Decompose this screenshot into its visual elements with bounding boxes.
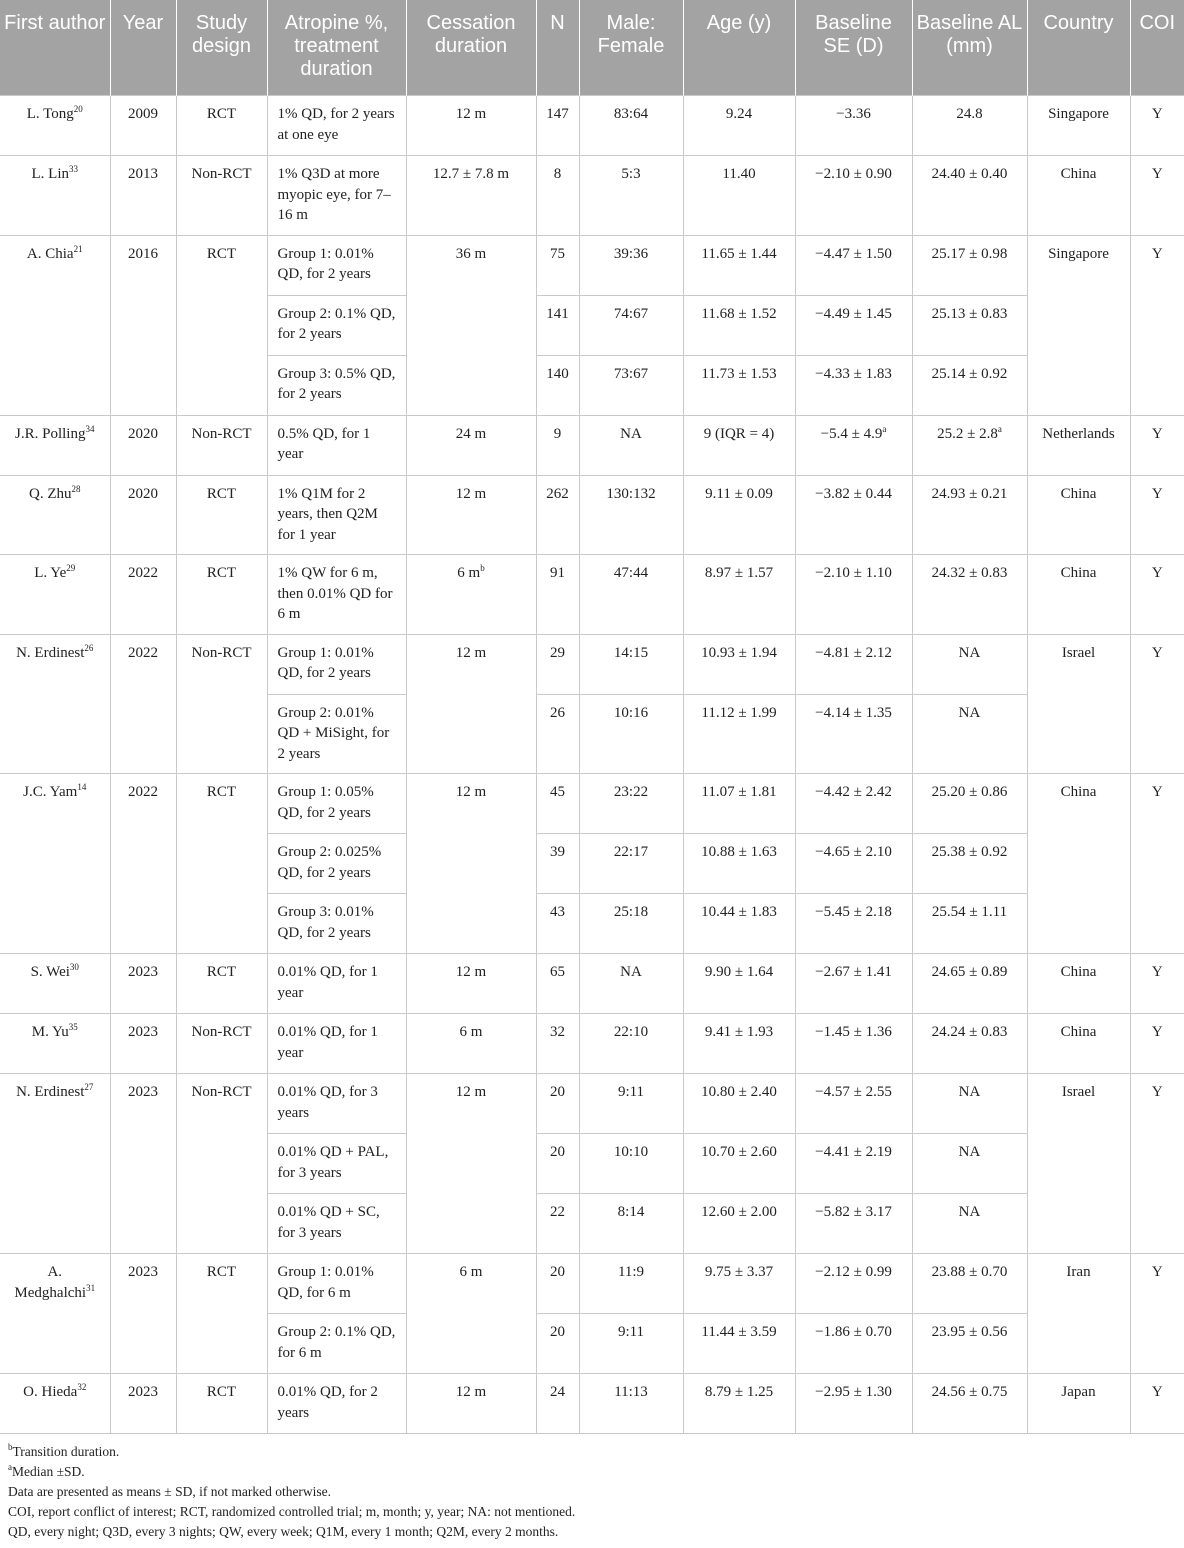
n-cell: 20	[536, 1314, 579, 1374]
cessation-cell: 6 m	[406, 1254, 536, 1374]
table-row	[0, 1374, 1184, 1434]
baseline-al-cell: 25.14 ± 0.92	[912, 355, 1027, 415]
male-female-cell: 23:22	[579, 774, 683, 834]
study-design-cell: RCT	[176, 1374, 267, 1434]
table-footnotes	[0, 1434, 1145, 1542]
age-cell: 10.44 ± 1.83	[683, 894, 795, 954]
baseline-se-cell: −4.49 ± 1.45	[795, 295, 912, 355]
male-female-cell: 10:16	[579, 694, 683, 774]
treatment-cell: Group 1: 0.01% QD, for 2 years	[267, 235, 406, 295]
baseline-al-cell: 25.20 ± 0.86	[912, 774, 1027, 834]
country-cell: Japan	[1027, 1374, 1130, 1434]
baseline-se-cell: −4.47 ± 1.50	[795, 235, 912, 295]
table-row	[0, 1254, 1184, 1314]
first-author-cell: S. Wei$^{30}$	[0, 954, 110, 1014]
male-female-cell: 22:17	[579, 834, 683, 894]
cessation-footnote-mark: b	[480, 563, 485, 573]
baseline-al-cell: 23.95 ± 0.56	[912, 1314, 1027, 1374]
coi-cell: Y	[1130, 774, 1184, 954]
table-row	[0, 96, 1184, 156]
country-cell: China	[1027, 555, 1130, 635]
year-cell: 2009	[110, 96, 176, 156]
year-cell: 2020	[110, 415, 176, 475]
age-cell: 12.60 ± 2.00	[683, 1194, 795, 1254]
n-cell: 24	[536, 1374, 579, 1434]
treatment-cell: 1% QW for 6 m, then 0.01% QD for 6 m	[267, 555, 406, 635]
study-design-cell: RCT	[176, 555, 267, 635]
first-author-cell: M. Yu$^{35}$	[0, 1014, 110, 1074]
study-design-cell: RCT	[176, 475, 267, 555]
coi-cell: Y	[1130, 415, 1184, 475]
age-cell: 8.97 ± 1.57	[683, 555, 795, 635]
header-atropine-treatment: Atropine %, treatment duration	[267, 0, 406, 96]
study-design-cell: RCT	[176, 96, 267, 156]
n-cell: 140	[536, 355, 579, 415]
n-cell: 147	[536, 96, 579, 156]
n-cell: 91	[536, 555, 579, 635]
cessation-cell: 12.7 ± 7.8 m	[406, 156, 536, 236]
baseline-al-cell: NA	[912, 634, 1027, 694]
male-female-cell: 9:11	[579, 1074, 683, 1134]
treatment-cell: Group 1: 0.05% QD, for 2 years	[267, 774, 406, 834]
table-row	[0, 1074, 1184, 1134]
baseline-al-cell: NA	[912, 694, 1027, 774]
age-cell: 8.79 ± 1.25	[683, 1374, 795, 1434]
baseline-se-cell: −2.12 ± 0.99	[795, 1254, 912, 1314]
treatment-cell: Group 1: 0.01% QD, for 2 years	[267, 634, 406, 694]
reference-superscript: 21	[73, 243, 83, 254]
study-design-cell: Non-RCT	[176, 634, 267, 774]
header-study-design: Study design	[176, 0, 267, 96]
baseline-se-cell: −1.45 ± 1.36	[795, 1014, 912, 1074]
n-cell: 141	[536, 295, 579, 355]
header-n: N	[536, 0, 579, 96]
table-row	[0, 235, 1184, 295]
coi-cell: Y	[1130, 954, 1184, 1014]
coi-cell: Y	[1130, 1254, 1184, 1374]
reference-superscript: 32	[77, 1382, 87, 1392]
se-footnote-mark: a	[882, 423, 887, 434]
male-female-cell: NA	[579, 415, 683, 475]
age-cell: 9.75 ± 3.37	[683, 1254, 795, 1314]
reference-superscript: 29	[66, 563, 76, 573]
baseline-al-cell: NA	[912, 1194, 1027, 1254]
male-female-cell: 39:36	[579, 235, 683, 295]
footnote-text: QD, every night; Q3D, every 3 nights; QW, every week; Q1M, every 1 month; Q2M, every 2 months.	[8, 1524, 559, 1539]
reference-superscript: 33	[69, 164, 78, 174]
male-female-cell: NA	[579, 954, 683, 1014]
male-female-cell: 14:15	[579, 634, 683, 694]
age-cell: 9.90 ± 1.64	[683, 954, 795, 1014]
baseline-se-cell: −4.41 ± 2.19	[795, 1134, 912, 1194]
reference-superscript: 30	[69, 962, 79, 972]
male-female-cell: 9:11	[579, 1314, 683, 1374]
cessation-cell: 12 m	[406, 774, 536, 954]
footnote-line	[8, 1442, 1145, 1462]
treatment-cell: 1% QD, for 2 years at one eye	[267, 96, 406, 156]
treatment-cell: Group 2: 0.1% QD, for 2 years	[267, 295, 406, 355]
baseline-al-cell: 25.2 ± 2.8$^a$	[912, 415, 1027, 475]
table-row	[0, 1014, 1184, 1074]
study-design-cell: RCT	[176, 235, 267, 415]
baseline-se-cell: −3.36	[795, 96, 912, 156]
coi-cell: Y	[1130, 96, 1184, 156]
coi-cell: Y	[1130, 634, 1184, 774]
reference-superscript: 35	[68, 1022, 78, 1032]
treatment-cell: Group 3: 0.01% QD, for 2 years	[267, 894, 406, 954]
reference-superscript: 34	[85, 423, 95, 434]
age-cell: 11.68 ± 1.52	[683, 295, 795, 355]
treatment-cell: 0.01% QD, for 2 years	[267, 1374, 406, 1434]
year-cell: 2023	[110, 1374, 176, 1434]
footnote-text: Data are presented as means ± SD, if not marked otherwise.	[8, 1484, 332, 1499]
age-cell: 10.70 ± 2.60	[683, 1134, 795, 1194]
year-cell: 2022	[110, 555, 176, 635]
male-female-cell: 8:14	[579, 1194, 683, 1254]
coi-cell: Y	[1130, 1074, 1184, 1254]
baseline-se-cell: −2.10 ± 1.10	[795, 555, 912, 635]
cessation-cell: 12 m	[406, 634, 536, 774]
treatment-cell: 0.5% QD, for 1 year	[267, 415, 406, 475]
first-author-cell: A. Chia$^{21}$	[0, 235, 110, 415]
footnote-text: COI, report conflict of interest; RCT, randomized controlled trial; m, month; y, year; NA: not mentioned.	[8, 1504, 576, 1519]
table-row	[0, 475, 1184, 555]
baseline-al-cell: 25.17 ± 0.98	[912, 235, 1027, 295]
cessation-cell: 12 m	[406, 96, 536, 156]
treatment-cell: 0.01% QD, for 1 year	[267, 1014, 406, 1074]
n-cell: 9	[536, 415, 579, 475]
baseline-se-cell: −4.81 ± 2.12	[795, 634, 912, 694]
baseline-al-cell: 24.24 ± 0.83	[912, 1014, 1027, 1074]
baseline-al-cell: 24.93 ± 0.21	[912, 475, 1027, 555]
country-cell: China	[1027, 475, 1130, 555]
n-cell: 8	[536, 156, 579, 236]
reference-superscript: 31	[86, 1282, 96, 1293]
n-cell: 20	[536, 1074, 579, 1134]
age-cell: 10.80 ± 2.40	[683, 1074, 795, 1134]
male-female-cell: 130:132	[579, 475, 683, 555]
cessation-cell: 24 m	[406, 415, 536, 475]
age-cell: 11.40	[683, 156, 795, 236]
country-cell: Iran	[1027, 1254, 1130, 1374]
footnote-line	[8, 1522, 1145, 1542]
baseline-al-cell: 24.65 ± 0.89	[912, 954, 1027, 1014]
cessation-cell: 12 m	[406, 1074, 536, 1254]
coi-cell: Y	[1130, 1374, 1184, 1434]
baseline-al-cell: NA	[912, 1134, 1027, 1194]
baseline-se-cell: −4.42 ± 2.42	[795, 774, 912, 834]
male-female-cell: 11:9	[579, 1254, 683, 1314]
reference-superscript: 28	[71, 483, 81, 494]
treatment-cell: 0.01% QD, for 3 years	[267, 1074, 406, 1134]
header-age: Age (y)	[683, 0, 795, 96]
age-cell: 10.88 ± 1.63	[683, 834, 795, 894]
country-cell: China	[1027, 156, 1130, 236]
n-cell: 29	[536, 634, 579, 694]
baseline-se-cell: −5.82 ± 3.17	[795, 1194, 912, 1254]
header-cessation-duration: Cessation duration	[406, 0, 536, 96]
cessation-cell: 6 m	[406, 1014, 536, 1074]
first-author-cell: J.C. Yam$^{14}$	[0, 774, 110, 954]
reference-superscript: 26	[84, 642, 94, 653]
first-author-cell: N. Erdinest$^{27}$	[0, 1074, 110, 1254]
first-author-cell: L. Lin$^{33}$	[0, 156, 110, 236]
study-design-cell: Non-RCT	[176, 156, 267, 236]
first-author-cell: J.R. Polling$^{34}$	[0, 415, 110, 475]
header-country: Country	[1027, 0, 1130, 96]
age-cell: 9.41 ± 1.93	[683, 1014, 795, 1074]
country-cell: China	[1027, 954, 1130, 1014]
header-baseline-se: Baseline SE (D)	[795, 0, 912, 96]
baseline-al-cell: 24.56 ± 0.75	[912, 1374, 1027, 1434]
header-first-author: First author	[0, 0, 110, 96]
treatment-cell: Group 2: 0.1% QD, for 6 m	[267, 1314, 406, 1374]
age-cell: 11.07 ± 1.81	[683, 774, 795, 834]
header-year: Year	[110, 0, 176, 96]
baseline-se-cell: −2.67 ± 1.41	[795, 954, 912, 1014]
reference-superscript: 27	[84, 1082, 94, 1092]
age-cell: 9.24	[683, 96, 795, 156]
male-female-cell: 11:13	[579, 1374, 683, 1434]
cessation-cell: 6 $m^b$	[406, 555, 536, 635]
n-cell: 20	[536, 1134, 579, 1194]
footnote-line	[8, 1482, 1145, 1502]
treatment-cell: Group 2: 0.01% QD + MiSight, for 2 years	[267, 694, 406, 774]
table-row	[0, 774, 1184, 834]
first-author-cell: O. Hieda$^{32}$	[0, 1374, 110, 1434]
country-cell: Israel	[1027, 1074, 1130, 1254]
baseline-al-cell: 25.13 ± 0.83	[912, 295, 1027, 355]
treatment-cell: 1% Q3D at more myopic eye, for 7–16 m	[267, 156, 406, 236]
baseline-se-cell: −2.10 ± 0.90	[795, 156, 912, 236]
n-cell: 20	[536, 1254, 579, 1314]
first-author-cell: N. Erdinest$^{26}$	[0, 634, 110, 774]
year-cell: 2022	[110, 634, 176, 774]
footnote-line	[8, 1462, 1145, 1482]
treatment-cell: Group 3: 0.5% QD, for 2 years	[267, 355, 406, 415]
year-cell: 2022	[110, 774, 176, 954]
table-header	[0, 0, 1184, 96]
study-design-cell: Non-RCT	[176, 1014, 267, 1074]
header-male-female: Male: Female	[579, 0, 683, 96]
baseline-se-cell: −5.45 ± 2.18	[795, 894, 912, 954]
baseline-al-cell: NA	[912, 1074, 1027, 1134]
table-row	[0, 954, 1184, 1014]
coi-cell: Y	[1130, 475, 1184, 555]
country-cell: Netherlands	[1027, 415, 1130, 475]
country-cell: China	[1027, 1014, 1130, 1074]
n-cell: 22	[536, 1194, 579, 1254]
male-female-cell: 83:64	[579, 96, 683, 156]
baseline-se-cell: −1.86 ± 0.70	[795, 1314, 912, 1374]
coi-cell: Y	[1130, 235, 1184, 415]
treatment-cell: 0.01% QD + PAL, for 3 years	[267, 1134, 406, 1194]
baseline-al-cell: 23.88 ± 0.70	[912, 1254, 1027, 1314]
header-baseline-al: Baseline AL (mm)	[912, 0, 1027, 96]
footnote-text: Transition duration.	[12, 1444, 120, 1459]
table-row	[0, 634, 1184, 694]
first-author-cell: L. Tong$^{20}$	[0, 96, 110, 156]
n-cell: 75	[536, 235, 579, 295]
n-cell: 39	[536, 834, 579, 894]
year-cell: 2020	[110, 475, 176, 555]
study-design-cell: RCT	[176, 954, 267, 1014]
study-design-cell: RCT	[176, 1254, 267, 1374]
footnote-line	[8, 1502, 1145, 1522]
year-cell: 2013	[110, 156, 176, 236]
male-female-cell: 22:10	[579, 1014, 683, 1074]
study-design-cell: Non-RCT	[176, 1074, 267, 1254]
study-design-cell: Non-RCT	[176, 415, 267, 475]
country-cell: Singapore	[1027, 96, 1130, 156]
age-cell: 9 (IQR = 4)	[683, 415, 795, 475]
baseline-se-cell: −4.57 ± 2.55	[795, 1074, 912, 1134]
male-female-cell: 5:3	[579, 156, 683, 236]
header-row	[0, 0, 1184, 96]
n-cell: 45	[536, 774, 579, 834]
baseline-se-cell: −3.82 ± 0.44	[795, 475, 912, 555]
year-cell: 2023	[110, 1254, 176, 1374]
baseline-al-cell: 25.38 ± 0.92	[912, 834, 1027, 894]
male-female-cell: 10:10	[579, 1134, 683, 1194]
year-cell: 2016	[110, 235, 176, 415]
coi-cell: Y	[1130, 555, 1184, 635]
n-cell: 26	[536, 694, 579, 774]
coi-cell: Y	[1130, 1014, 1184, 1074]
treatment-cell: Group 2: 0.025% QD, for 2 years	[267, 834, 406, 894]
n-cell: 43	[536, 894, 579, 954]
age-cell: 9.11 ± 0.09	[683, 475, 795, 555]
male-female-cell: 73:67	[579, 355, 683, 415]
n-cell: 32	[536, 1014, 579, 1074]
n-cell: 262	[536, 475, 579, 555]
cessation-cell: 12 m	[406, 954, 536, 1014]
age-cell: 10.93 ± 1.94	[683, 634, 795, 694]
age-cell: 11.44 ± 3.59	[683, 1314, 795, 1374]
cessation-cell: 12 m	[406, 475, 536, 555]
age-cell: 11.73 ± 1.53	[683, 355, 795, 415]
country-cell: Singapore	[1027, 235, 1130, 415]
table-body	[0, 96, 1184, 1434]
age-cell: 11.65 ± 1.44	[683, 235, 795, 295]
treatment-cell: 0.01% QD + SC, for 3 years	[267, 1194, 406, 1254]
n-cell: 65	[536, 954, 579, 1014]
study-design-cell: RCT	[176, 774, 267, 954]
male-female-cell: 25:18	[579, 894, 683, 954]
treatment-cell: 0.01% QD, for 1 year	[267, 954, 406, 1014]
treatment-cell: Group 1: 0.01% QD, for 6 m	[267, 1254, 406, 1314]
footnote-mark: a	[8, 1462, 12, 1472]
country-cell: China	[1027, 774, 1130, 954]
footnote-text: Median ±SD.	[12, 1464, 85, 1479]
coi-cell: Y	[1130, 156, 1184, 236]
baseline-se-cell: −4.65 ± 2.10	[795, 834, 912, 894]
year-cell: 2023	[110, 1074, 176, 1254]
first-author-cell: L. Ye$^{29}$	[0, 555, 110, 635]
baseline-al-cell: 24.8	[912, 96, 1027, 156]
first-author-cell: Q. Zhu$^{28}$	[0, 475, 110, 555]
table-row	[0, 415, 1184, 475]
year-cell: 2023	[110, 954, 176, 1014]
al-footnote-mark: a	[997, 423, 1002, 434]
baseline-al-cell: 25.54 ± 1.11	[912, 894, 1027, 954]
baseline-se-cell: −4.33 ± 1.83	[795, 355, 912, 415]
footnote-mark: b	[8, 1442, 13, 1452]
header-coi: COI	[1130, 0, 1184, 96]
country-cell: Israel	[1027, 634, 1130, 774]
male-female-cell: 47:44	[579, 555, 683, 635]
treatment-cell: 1% Q1M for 2 years, then Q2M for 1 year	[267, 475, 406, 555]
year-cell: 2023	[110, 1014, 176, 1074]
male-female-cell: 74:67	[579, 295, 683, 355]
baseline-al-cell: 24.40 ± 0.40	[912, 156, 1027, 236]
reference-superscript: 14	[77, 782, 87, 792]
first-author-cell: A. Medghalchi$^{31}$	[0, 1254, 110, 1374]
baseline-se-cell: −4.14 ± 1.35	[795, 694, 912, 774]
table-row	[0, 555, 1184, 635]
cessation-cell: 12 m	[406, 1374, 536, 1434]
baseline-se-cell: −2.95 ± 1.30	[795, 1374, 912, 1434]
age-cell: 11.12 ± 1.99	[683, 694, 795, 774]
reference-superscript: 20	[73, 104, 83, 114]
table-row	[0, 156, 1184, 236]
cessation-cell: 36 m	[406, 235, 536, 415]
baseline-al-cell: 24.32 ± 0.83	[912, 555, 1027, 635]
baseline-se-cell: −5.4 ± 4.9$^a$	[795, 415, 912, 475]
